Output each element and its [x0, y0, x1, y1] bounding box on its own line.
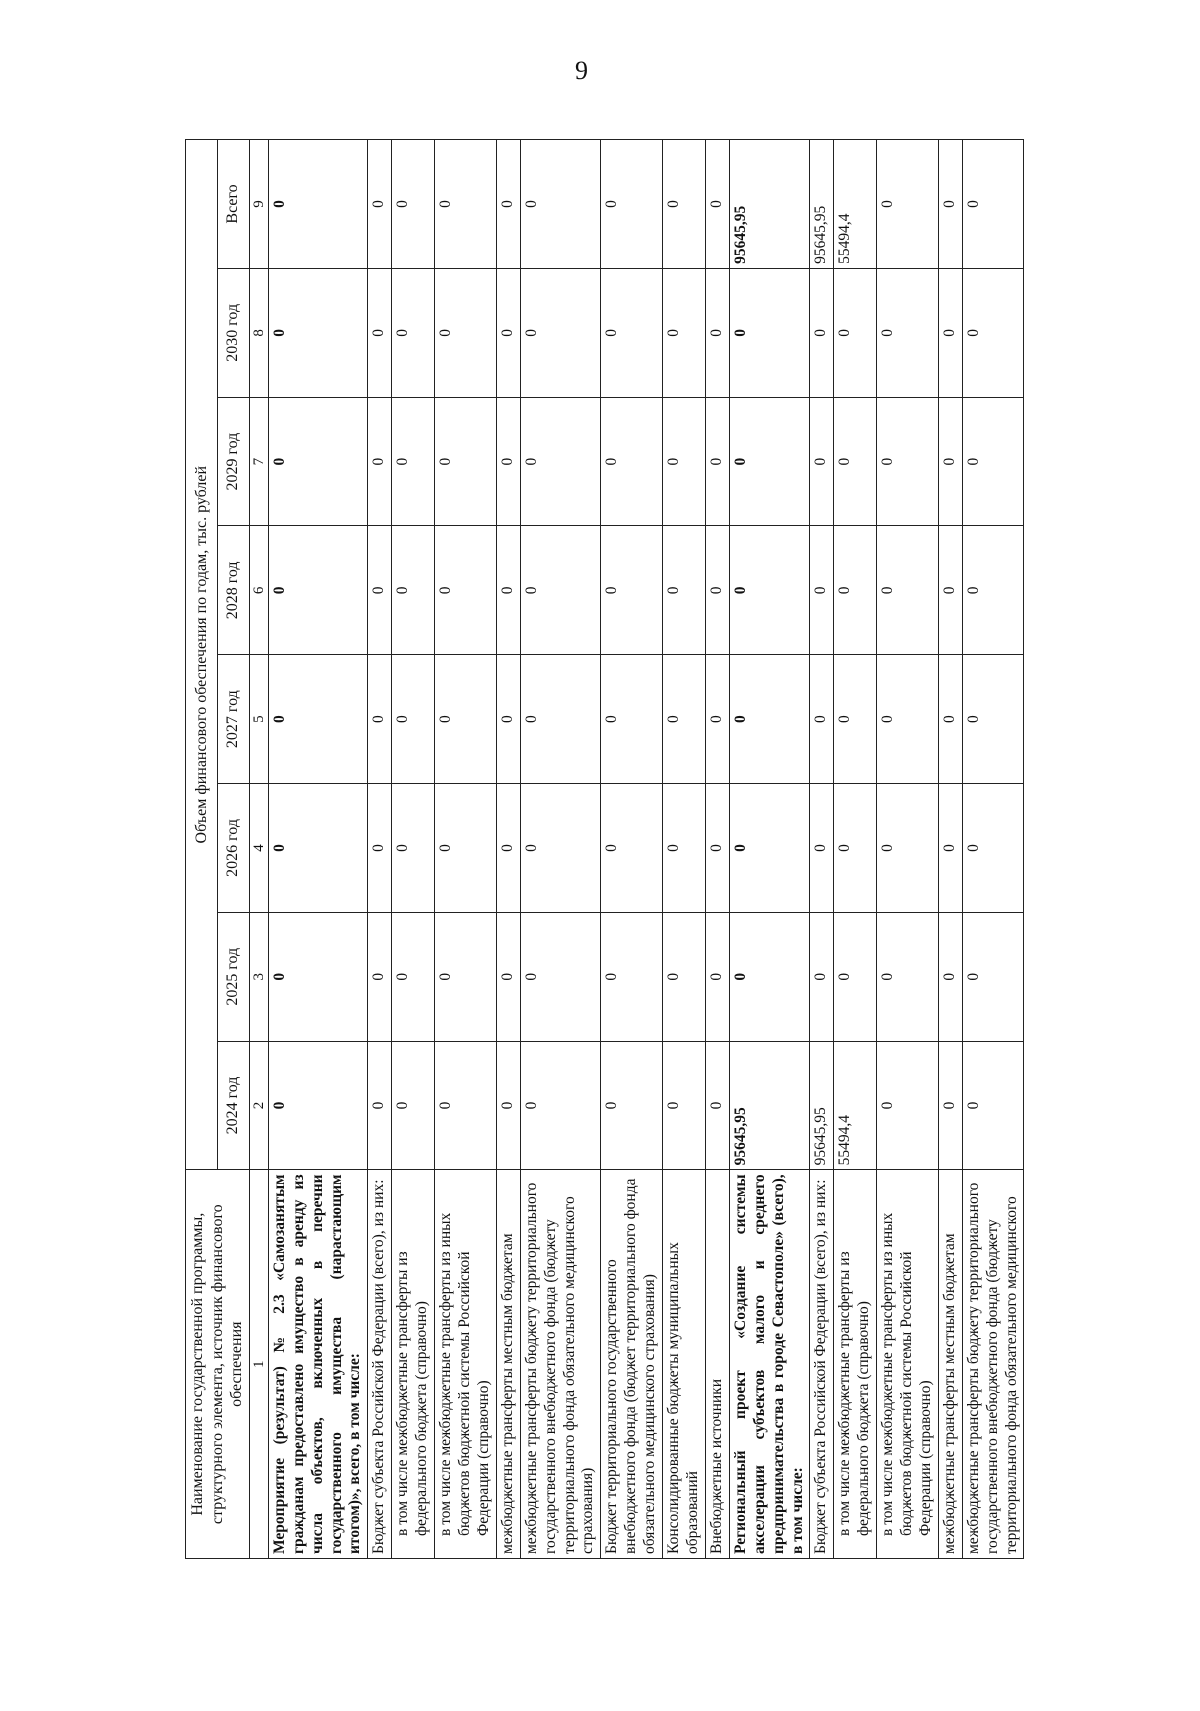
row-total-cell: 0	[877, 140, 939, 269]
row-value-cell: 0	[938, 655, 962, 784]
row-total-cell: 0	[392, 140, 435, 269]
rotated-table-container	[185, 139, 1024, 1559]
row-value-cell: 0	[601, 397, 663, 526]
row-value-cell: 0	[601, 1041, 663, 1170]
row-value-cell: 0	[962, 526, 1024, 655]
row-total-cell: 0	[520, 140, 601, 269]
row-value-cell: 0	[834, 784, 877, 913]
header-total: Всего	[217, 140, 249, 269]
row-value-cell: 0	[601, 526, 663, 655]
header-year: 2026 год	[217, 784, 249, 913]
row-total-cell: 0	[601, 140, 663, 269]
row-name-cell: Бюджет территориального государственного внебюджетного фонда (бюджет территориального фонда обязательного медицинского страхования)	[601, 1170, 663, 1559]
row-value-cell: 0	[663, 268, 706, 397]
row-name-cell: Мероприятие (результат) № 2.3 «Самозанятым гражданам предоставлено имущество в аренду из числа объектов, включенных в перечни государственного имущества (нарастающим итогом)», всего, в том числе:	[268, 1170, 368, 1559]
row-value-cell: 0	[368, 526, 392, 655]
row-name-cell: в том числе межбюджетные трансферты из федерального бюджета (справочно)	[392, 1170, 435, 1559]
row-value-cell: 0	[705, 655, 729, 784]
row-value-cell: 0	[938, 784, 962, 913]
row-value-cell: 0	[268, 526, 368, 655]
row-name-cell: межбюджетные трансферты местным бюджетам	[496, 1170, 520, 1559]
row-name-cell: межбюджетные трансферты бюджету территориального государственного внебюджетного фонда (бюджету территориального фонда обязательного медицинского страхования)	[520, 1170, 601, 1559]
row-value-cell: 0	[663, 912, 706, 1041]
row-value-cell: 0	[810, 784, 834, 913]
row-total-cell: 95645,95	[729, 140, 810, 269]
row-value-cell: 0	[392, 784, 435, 913]
row-value-cell: 0	[496, 912, 520, 1041]
index-cell: 8	[249, 268, 268, 397]
row-total-cell: 0	[705, 140, 729, 269]
row-value-cell: 0	[435, 268, 497, 397]
row-total-cell: 0	[368, 140, 392, 269]
header-volume-group: Объем финансового обеспечения по годам, тыс. рублей	[186, 140, 218, 1170]
table-row	[834, 140, 877, 1559]
row-value-cell: 0	[877, 784, 939, 913]
table-row	[601, 140, 663, 1559]
table-row	[810, 140, 834, 1559]
row-value-cell: 0	[962, 655, 1024, 784]
row-value-cell: 0	[268, 397, 368, 526]
table-row	[496, 140, 520, 1559]
row-value-cell: 0	[496, 526, 520, 655]
row-value-cell: 0	[435, 526, 497, 655]
index-cell: 9	[249, 140, 268, 269]
header-year: 2028 год	[217, 526, 249, 655]
row-value-cell: 0	[705, 912, 729, 1041]
row-value-cell: 0	[834, 655, 877, 784]
row-total-cell: 0	[268, 140, 368, 269]
row-value-cell: 0	[368, 655, 392, 784]
row-value-cell: 0	[834, 526, 877, 655]
row-total-cell: 0	[496, 140, 520, 269]
row-value-cell: 0	[962, 268, 1024, 397]
row-value-cell: 0	[392, 397, 435, 526]
row-value-cell: 0	[435, 912, 497, 1041]
row-value-cell: 0	[729, 526, 810, 655]
row-total-cell: 0	[938, 140, 962, 269]
table-row	[435, 140, 497, 1559]
row-value-cell: 0	[810, 397, 834, 526]
table-row	[938, 140, 962, 1559]
row-value-cell: 0	[938, 526, 962, 655]
financing-table	[185, 139, 1024, 1559]
row-value-cell: 0	[705, 526, 729, 655]
row-value-cell: 0	[938, 268, 962, 397]
row-total-cell: 55494,4	[834, 140, 877, 269]
row-value-cell: 0	[938, 397, 962, 526]
row-value-cell: 0	[729, 655, 810, 784]
row-name-cell: в том числе межбюджетные трансферты из иных бюджетов бюджетной системы Российской Федерации (справочно)	[877, 1170, 939, 1559]
row-value-cell: 0	[392, 526, 435, 655]
header-year: 2027 год	[217, 655, 249, 784]
row-value-cell: 0	[663, 784, 706, 913]
row-value-cell: 0	[520, 912, 601, 1041]
row-value-cell: 0	[601, 912, 663, 1041]
row-value-cell: 0	[368, 912, 392, 1041]
index-cell: 2	[249, 1041, 268, 1170]
row-value-cell: 0	[810, 912, 834, 1041]
row-value-cell: 0	[268, 1041, 368, 1170]
row-value-cell: 0	[520, 655, 601, 784]
row-value-cell: 0	[834, 268, 877, 397]
row-value-cell: 0	[368, 268, 392, 397]
row-value-cell: 0	[705, 397, 729, 526]
row-value-cell: 0	[663, 526, 706, 655]
row-value-cell: 95645,95	[810, 1041, 834, 1170]
row-name-cell: Региональный проект «Создание системы акселерации субъектов малого и среднего предпринимательства в городе Севастополе» (всего), в том числе:	[729, 1170, 810, 1559]
row-value-cell: 0	[729, 912, 810, 1041]
row-value-cell: 0	[705, 268, 729, 397]
row-value-cell: 0	[268, 268, 368, 397]
row-value-cell: 0	[810, 268, 834, 397]
row-name-cell: Внебюджетные источники	[705, 1170, 729, 1559]
header-name-column: Наименование государственной программы, структурного элемента, источник финансового обеспечения	[186, 1170, 250, 1559]
row-value-cell: 0	[435, 397, 497, 526]
page-number: 9	[575, 56, 588, 85]
row-value-cell: 0	[834, 912, 877, 1041]
row-value-cell: 0	[435, 1041, 497, 1170]
row-value-cell: 0	[962, 784, 1024, 913]
row-value-cell: 0	[962, 1041, 1024, 1170]
table-row	[877, 140, 939, 1559]
row-value-cell: 0	[877, 397, 939, 526]
index-cell: 3	[249, 912, 268, 1041]
row-value-cell: 0	[705, 1041, 729, 1170]
row-value-cell: 0	[435, 655, 497, 784]
row-value-cell: 0	[392, 268, 435, 397]
row-value-cell: 0	[877, 1041, 939, 1170]
row-value-cell: 0	[601, 655, 663, 784]
row-value-cell: 0	[268, 655, 368, 784]
header-row-group	[186, 140, 218, 1559]
table-row	[729, 140, 810, 1559]
row-value-cell: 0	[663, 1041, 706, 1170]
row-value-cell: 0	[496, 397, 520, 526]
table-row	[705, 140, 729, 1559]
row-value-cell: 0	[729, 397, 810, 526]
row-value-cell: 0	[520, 397, 601, 526]
row-value-cell: 0	[877, 268, 939, 397]
row-total-cell: 0	[663, 140, 706, 269]
row-value-cell: 0	[877, 912, 939, 1041]
index-cell: 6	[249, 526, 268, 655]
row-value-cell: 0	[938, 912, 962, 1041]
header-year: 2029 год	[217, 397, 249, 526]
row-value-cell: 0	[810, 526, 834, 655]
row-value-cell: 0	[663, 397, 706, 526]
row-value-cell: 0	[435, 784, 497, 913]
row-value-cell: 0	[368, 784, 392, 913]
table-body	[249, 140, 1024, 1559]
table-row	[268, 140, 368, 1559]
row-value-cell: 0	[268, 912, 368, 1041]
index-cell: 1	[249, 1170, 268, 1559]
row-value-cell: 0	[705, 784, 729, 913]
row-value-cell: 0	[496, 268, 520, 397]
row-value-cell: 0	[601, 784, 663, 913]
index-cell: 5	[249, 655, 268, 784]
row-name-cell: в том числе межбюджетные трансферты из федерального бюджета (справочно)	[834, 1170, 877, 1559]
row-value-cell: 0	[520, 526, 601, 655]
row-name-cell: межбюджетные трансферты бюджету территориального государственного внебюджетного фонда (бюджету территориального фонда обязательного медицинского	[962, 1170, 1024, 1559]
index-cell: 4	[249, 784, 268, 913]
row-value-cell: 0	[368, 1041, 392, 1170]
row-value-cell: 0	[496, 784, 520, 913]
row-value-cell: 95645,95	[729, 1041, 810, 1170]
row-value-cell: 0	[368, 397, 392, 526]
row-name-cell: в том числе межбюджетные трансферты из иных бюджетов бюджетной системы Российской Федерации (справочно)	[435, 1170, 497, 1559]
row-value-cell: 0	[392, 1041, 435, 1170]
table-row	[520, 140, 601, 1559]
row-value-cell: 0	[496, 655, 520, 784]
index-cell: 7	[249, 397, 268, 526]
row-value-cell: 0	[520, 268, 601, 397]
header-year: 2030 год	[217, 268, 249, 397]
row-value-cell: 0	[877, 655, 939, 784]
row-value-cell: 0	[810, 655, 834, 784]
row-name-cell: межбюджетные трансферты местным бюджетам	[938, 1170, 962, 1559]
row-name-cell: Бюджет субъекта Российской Федерации (всего), из них:	[810, 1170, 834, 1559]
row-value-cell: 0	[729, 268, 810, 397]
row-value-cell: 0	[834, 397, 877, 526]
row-value-cell: 0	[962, 397, 1024, 526]
row-value-cell: 0	[962, 912, 1024, 1041]
row-total-cell: 95645,95	[810, 140, 834, 269]
row-total-cell: 0	[435, 140, 497, 269]
row-name-cell: Бюджет субъекта Российской Федерации (всего), из них:	[368, 1170, 392, 1559]
header-year: 2025 год	[217, 912, 249, 1041]
row-value-cell: 0	[938, 1041, 962, 1170]
index-row	[249, 140, 268, 1559]
row-value-cell: 0	[729, 784, 810, 913]
row-value-cell: 55494,4	[834, 1041, 877, 1170]
row-value-cell: 0	[663, 655, 706, 784]
table-row	[962, 140, 1024, 1559]
row-name-cell: Консолидированные бюджеты муниципальных образований	[663, 1170, 706, 1559]
row-value-cell: 0	[877, 526, 939, 655]
row-value-cell: 0	[392, 912, 435, 1041]
row-value-cell: 0	[520, 784, 601, 913]
row-value-cell: 0	[601, 268, 663, 397]
table-row	[368, 140, 392, 1559]
table-row	[663, 140, 706, 1559]
row-total-cell: 0	[962, 140, 1024, 269]
row-value-cell: 0	[268, 784, 368, 913]
row-value-cell: 0	[520, 1041, 601, 1170]
header-year: 2024 год	[217, 1041, 249, 1170]
row-value-cell: 0	[392, 655, 435, 784]
table-row	[392, 140, 435, 1559]
row-value-cell: 0	[496, 1041, 520, 1170]
